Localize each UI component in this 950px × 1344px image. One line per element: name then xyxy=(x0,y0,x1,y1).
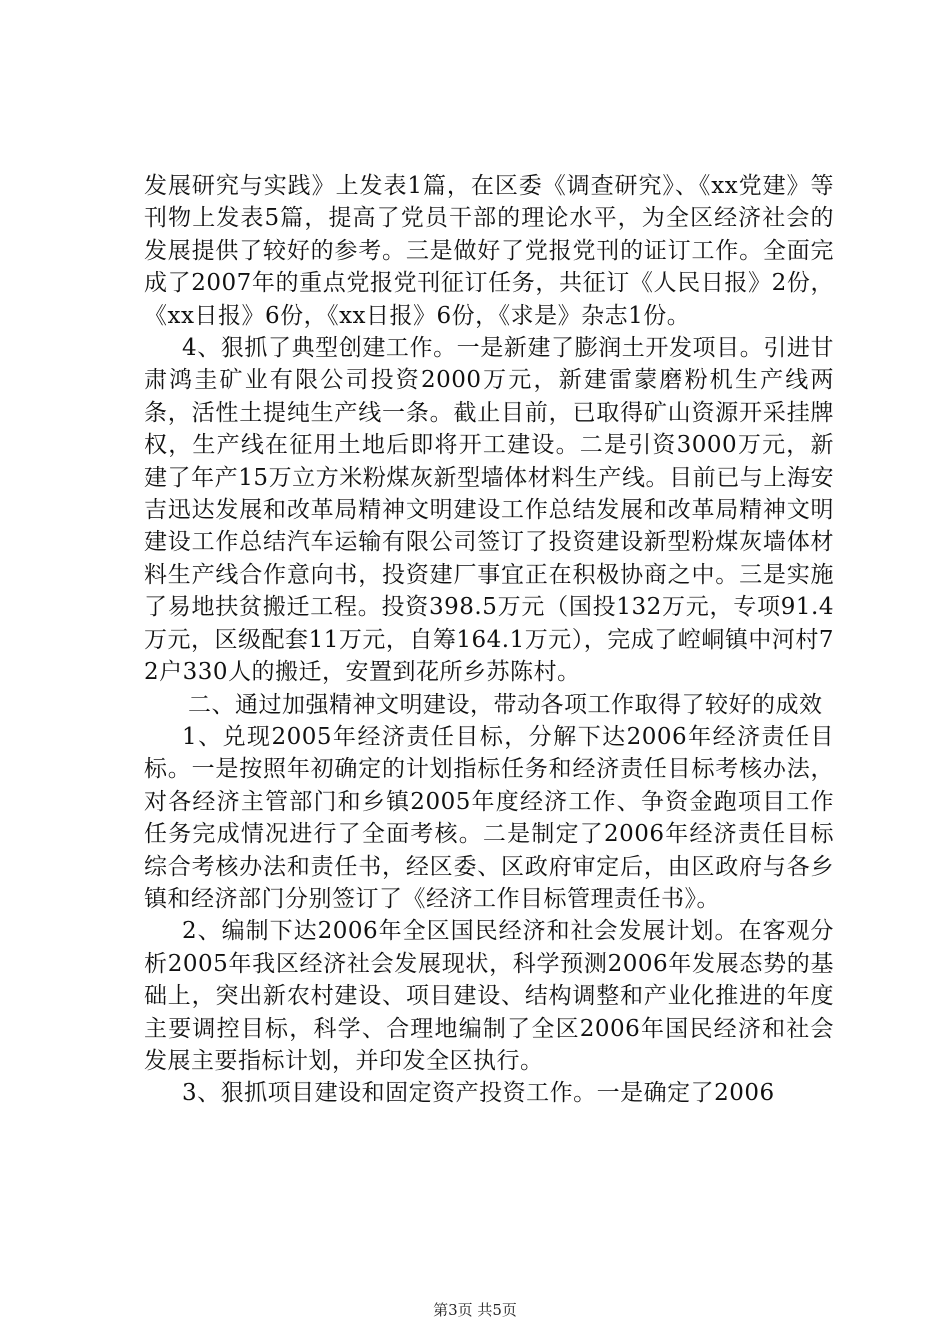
paragraph-item-2: 2、编制下达2006年全区国民经济和社会发展计划。在客观分析2005年我区经济社会发展现状，科学预测2006年发展态势的基础上，突出新农村建设、项目建设、结构调整和产业化推进的年度主要调控目标，科学、合理地编制了全区2006年国民经济和社会发展主要指标计划，并印发全区执行。 xyxy=(144,918,834,1074)
page-footer: 第3页 共5页 xyxy=(433,1301,517,1319)
paragraph-item-1: 1、兑现2005年经济责任目标，分解下达2006年经济责任目标。一是按照年初确定的计划指标任务和经济责任目标考核办法，对各经济主管部门和乡镇2005年度经济工作、争资金跑项目工作任务完成情况进行了全面考核。二是制定了2006年经济责任目标综合考核办法和责任书，经区委、区政府审定后，由区政府与各乡镇和经济部门分别签订了《经济工作目标管理责任书》。 xyxy=(144,723,834,912)
document-body xyxy=(144,170,834,1110)
paragraph-item-3: 3、狠抓项目建设和固定资产投资工作。一是确定了2006 xyxy=(182,1080,775,1107)
paragraph-item-4: 4、狠抓了典型创建工作。一是新建了膨润土开发项目。引进甘肃鸿圭矿业有限公司投资2000万元，新建雷蒙磨粉机生产线两条，活性土提纯生产线一条。截止目前，已取得矿山资源开采挂牌权，生产线在征用土地后即将开工建设。二是引资3000万元，新建了年产15万立方米粉煤灰新型墙体材料生产线。目前已与上海安吉迅达发展和改革局精神文明建设工作总结发展和改革局精神文明建设工作总结汽车运输有限公司签订了投资建设新型粉煤灰墙体材料生产线合作意向书，投资建厂事宜正在积极协商之中。三是实施了易地扶贫搬迁工程。投资398.5万元（国投132万元，专项91.4万元，区级配套11万元，自筹164.1万元），完成了崆峒镇中河村72户330人的搬迁，安置到花所乡苏陈村。 xyxy=(144,335,834,686)
section-heading: 二、通过加强精神文明建设，带动各项工作取得了较好的成效 xyxy=(188,691,823,718)
paragraph-continuation: 发展研究与实践》上发表1篇，在区委《调查研究》、《xx党建》等刊物上发表5篇，提高了党员干部的理论水平，为全区经济社会的发展提供了较好的参考。三是做好了党报党刊的证订工作。全面完成了2007年的重点党报党刊征订任务，共征订《人民日报》2份，《xx日报》6份，《xx日报》6份，《求是》杂志1份。 xyxy=(144,173,834,329)
